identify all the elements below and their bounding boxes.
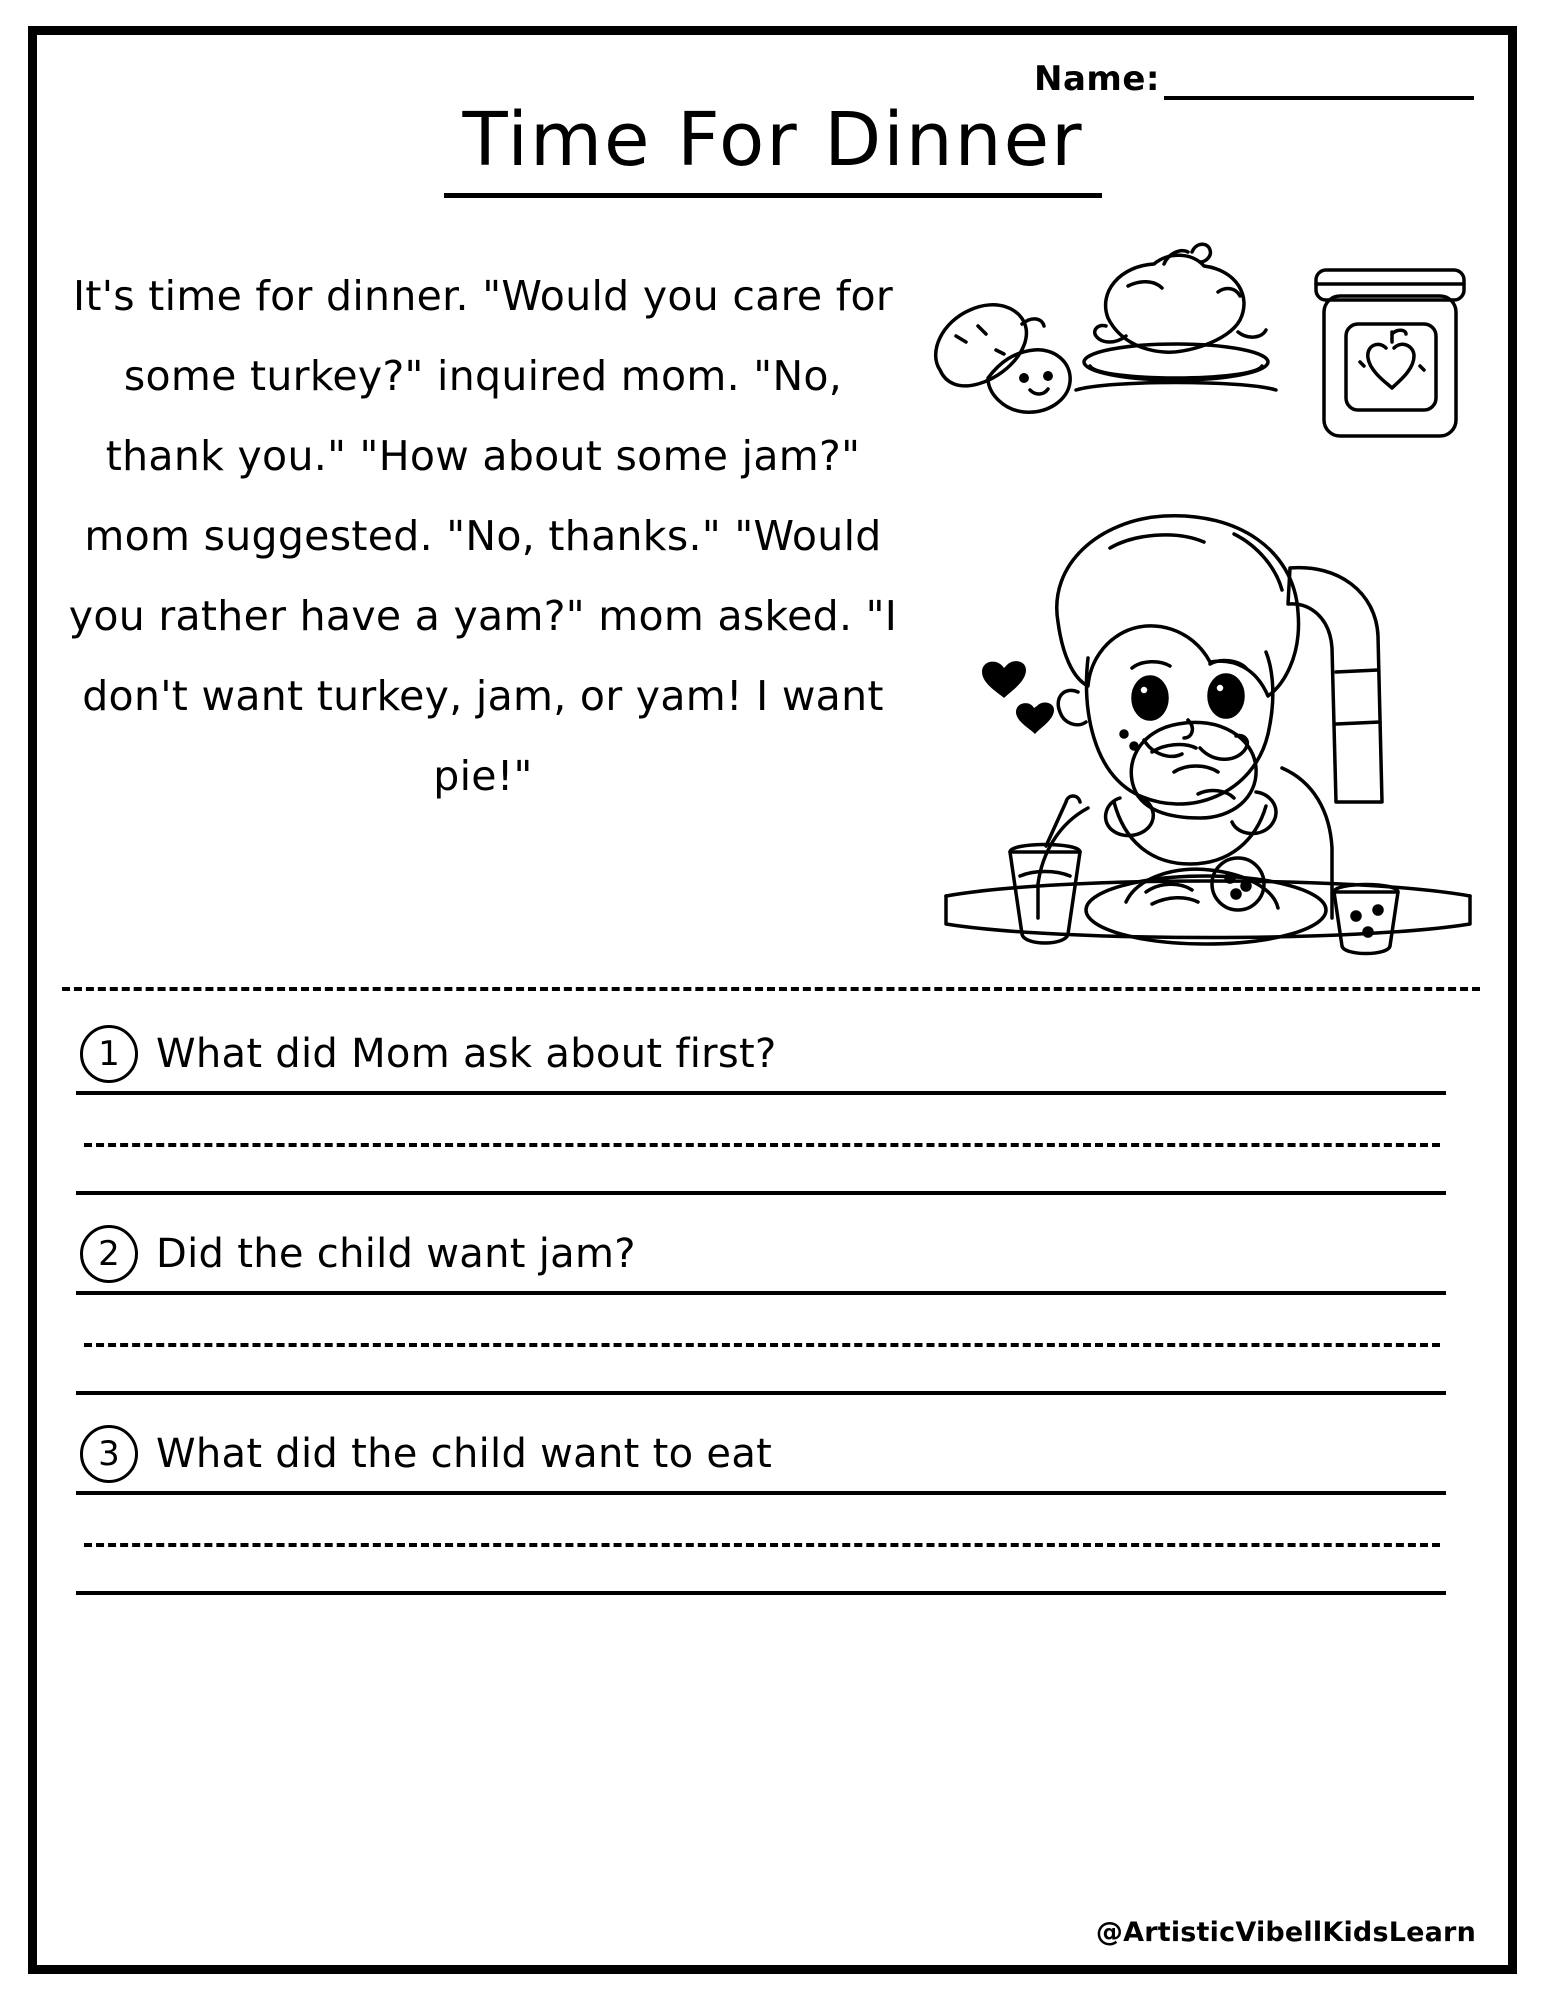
answer-line-solid[interactable] [76, 1591, 1446, 1595]
question-number: 1 [80, 1025, 138, 1083]
section-divider [62, 987, 1480, 991]
worksheet-content [58, 52, 1488, 1952]
page-title: Time For Dinner [444, 98, 1101, 198]
question-number: 2 [80, 1225, 138, 1283]
story-passage [68, 257, 898, 817]
question-row [58, 1417, 1488, 1491]
question-row [58, 1017, 1488, 1091]
answer-line-solid[interactable] [76, 1191, 1446, 1195]
answer-line-solid[interactable] [76, 1391, 1446, 1395]
question-block-1 [58, 1017, 1488, 1195]
question-block-3 [58, 1417, 1488, 1595]
questions-section [58, 1017, 1488, 1617]
story-text: It's time for dinner. "Would you care for some turkey?" inquired mom. "No, thank you." "How about some jam?" mom suggested. "No, thanks." "Would you rather have a yam?" mom asked. "I don't want turkey, jam, or yam! I want pie!" [68, 272, 898, 800]
question-block-2 [58, 1217, 1488, 1395]
question-text: What did Mom ask about first? [156, 1031, 777, 1077]
credit-watermark: @ArtisticVibellKidsLearn [1095, 1917, 1476, 1948]
name-label: Name: [1034, 59, 1160, 99]
question-text: What did the child want to eat [156, 1431, 773, 1477]
turkey-sweet-potato-jam-icon [918, 232, 1478, 482]
name-field[interactable] [1034, 59, 1474, 100]
question-text: Did the child want jam? [156, 1231, 636, 1277]
page-title-wrap [58, 98, 1488, 198]
question-number: 3 [80, 1425, 138, 1483]
name-input-line[interactable] [1164, 62, 1474, 100]
question-row [58, 1217, 1488, 1291]
boy-eating-illustration [938, 472, 1478, 972]
